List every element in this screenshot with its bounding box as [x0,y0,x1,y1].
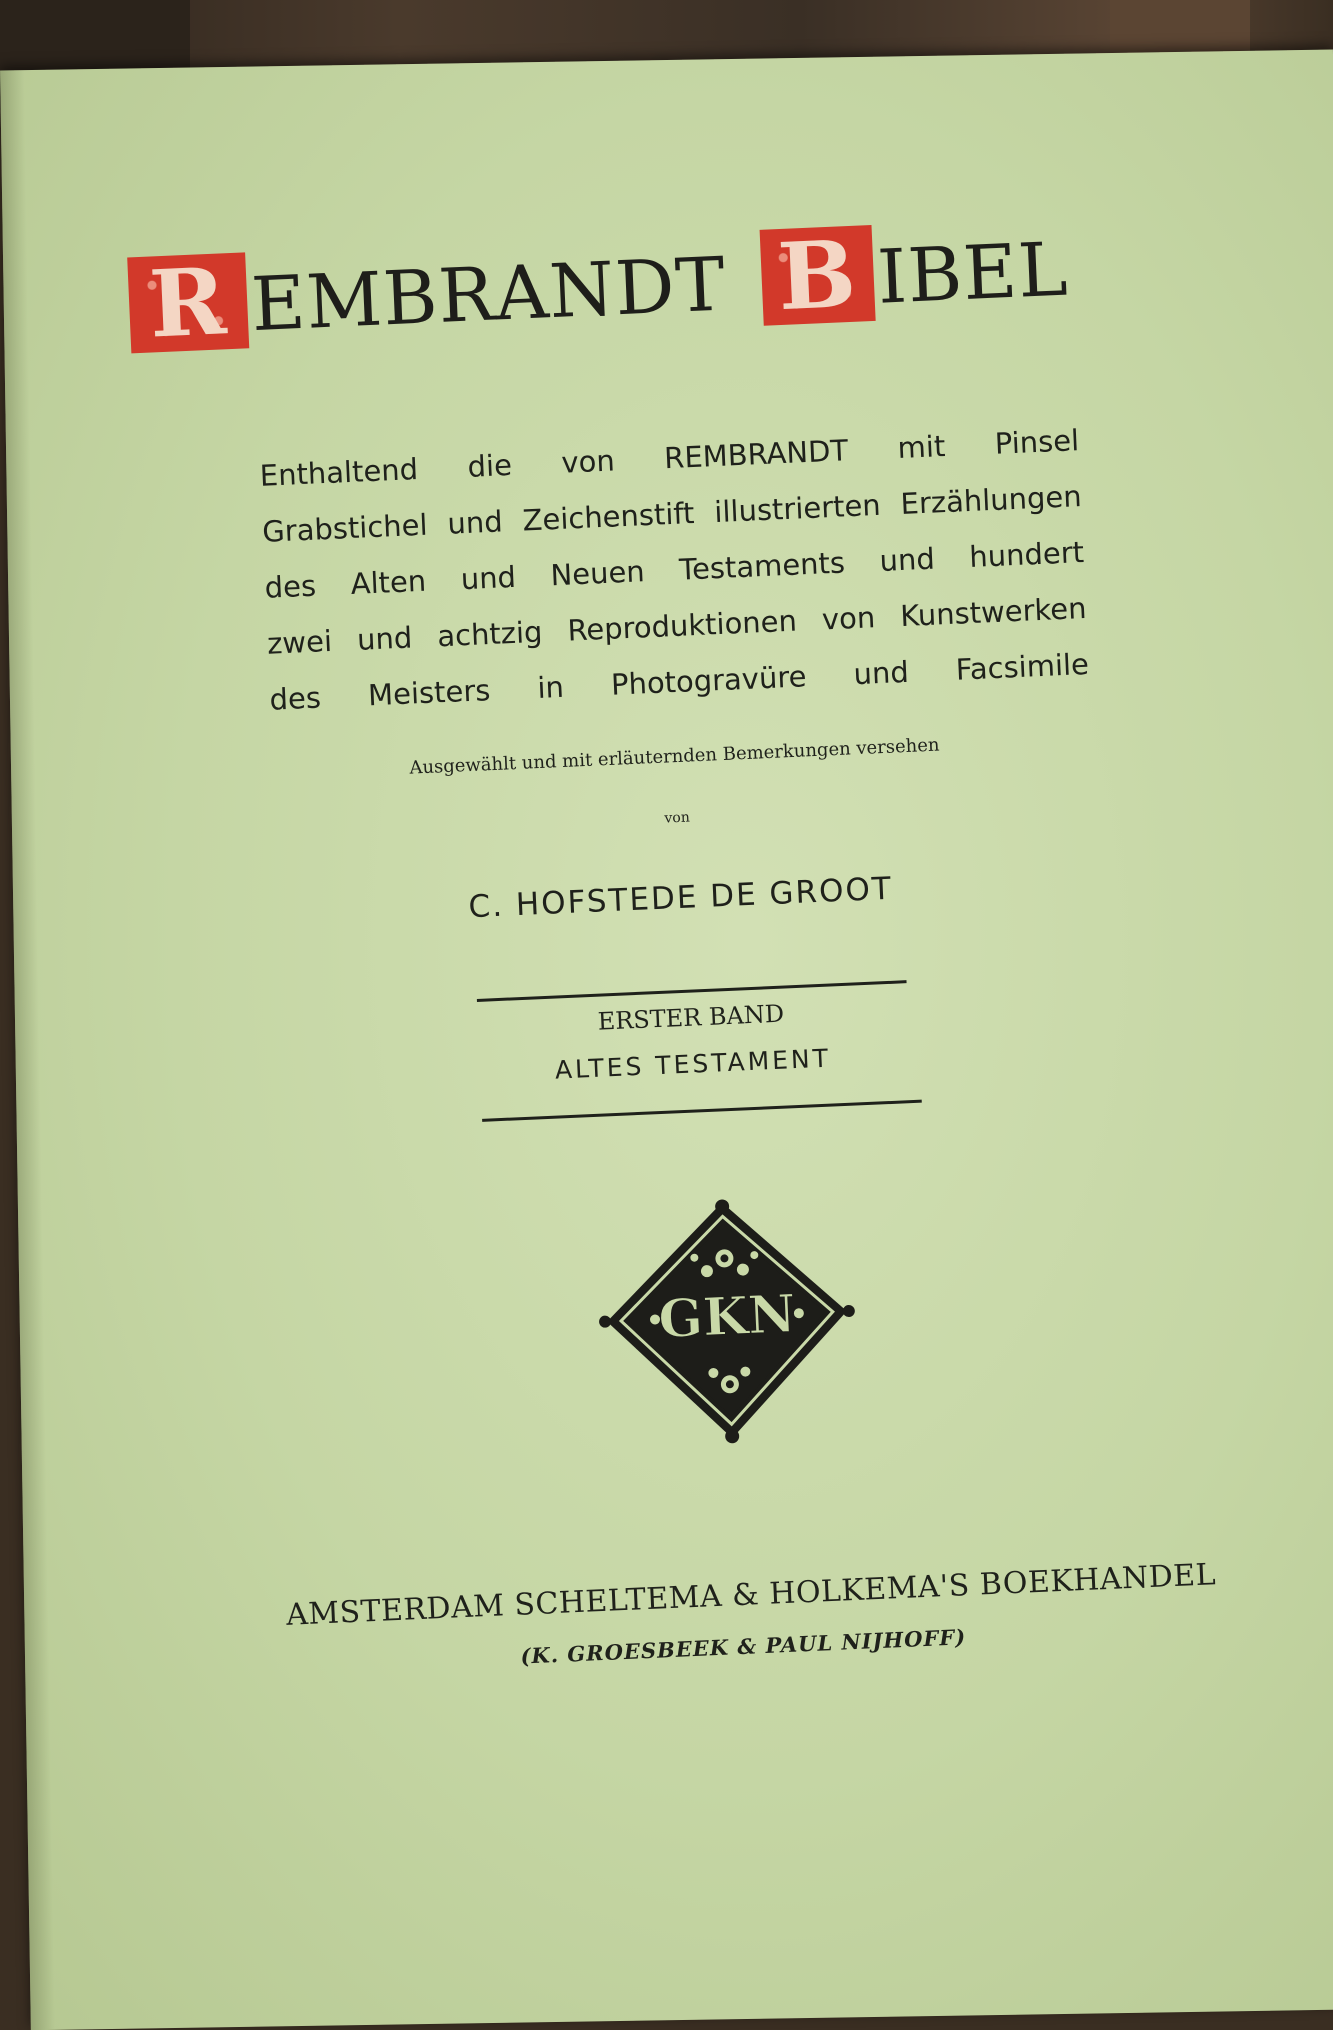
title-initial-b: B [759,225,875,326]
publisher-subline: (K. GROESBEEK & PAUL NIJHOFF) [519,1624,967,1669]
intro-text [259,412,1090,728]
title-word-rembrandt: EMBRANDT [249,241,728,349]
publisher-name: AMSTERDAM SCHELTEMA & HOLKEMA'S BOEKHANDEL [285,1557,1217,1633]
title-word-bibel: IBEL [875,226,1071,321]
intro-line: des Meisters in Photogravüre und Facsimile [268,646,1090,717]
title-initial-r: R [127,252,249,353]
volume-number: ERSTER BAND [597,999,785,1036]
intro-line: zwei und achtzig Reproduktionen von Kunstwerken [266,591,1088,661]
by-label: von [664,809,691,827]
intro-line: Enthaltend die von REMBRANDT mit Pinsel [259,423,1080,493]
title-page-content [0,31,1333,1987]
publisher-emblem-icon [592,1193,863,1454]
book-title [127,200,1131,359]
emblem-monogram: GKN [657,1283,797,1351]
book-page [0,50,1333,2030]
author-name: C. HOFSTEDE DE GROOT [467,870,894,926]
divider-bottom [482,1100,922,1122]
volume-title: ALTES TESTAMENT [554,1043,832,1085]
intro-line: des Alten und Neuen Testaments und hundert [263,535,1085,605]
intro-line: Grabstichel und Zeichenstift illustrierten Erzählungen [261,479,1083,549]
selection-note: Ausgewählt und mit erläuternden Bemerkungen versehen [409,734,940,779]
